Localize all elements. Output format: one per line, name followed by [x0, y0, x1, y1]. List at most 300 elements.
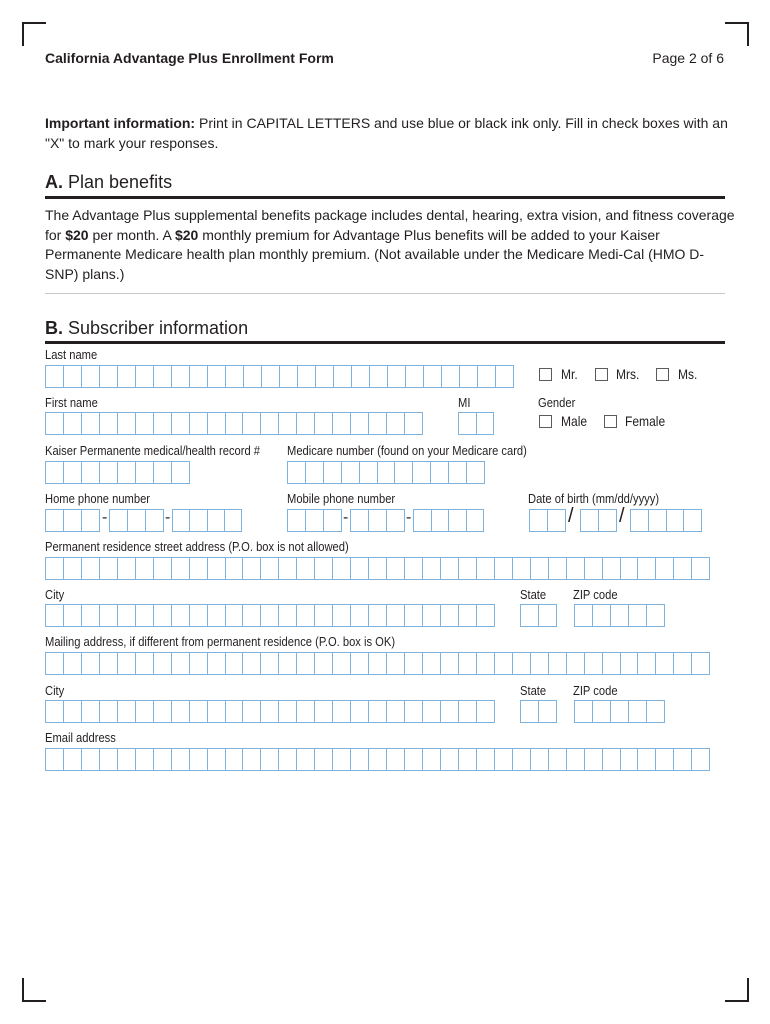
mrs-checkbox[interactable] — [595, 368, 608, 381]
character-cell[interactable] — [334, 366, 352, 387]
character-cell[interactable] — [351, 413, 369, 434]
character-cell[interactable] — [118, 605, 136, 626]
first-name-field[interactable] — [45, 412, 423, 435]
character-cell[interactable] — [154, 462, 172, 483]
character-cell[interactable] — [315, 701, 333, 722]
character-cell[interactable] — [298, 366, 316, 387]
character-cell[interactable] — [226, 653, 244, 674]
character-cell[interactable] — [531, 653, 549, 674]
character-cell[interactable] — [146, 510, 163, 531]
character-cell[interactable] — [405, 413, 422, 434]
character-cell[interactable] — [441, 558, 459, 579]
character-cell[interactable] — [243, 558, 261, 579]
character-cell[interactable] — [629, 605, 647, 626]
character-cell[interactable] — [136, 413, 154, 434]
character-cell[interactable] — [226, 701, 244, 722]
character-cell[interactable] — [467, 510, 484, 531]
mobile-phone-prefix-field[interactable] — [350, 509, 405, 532]
character-cell[interactable] — [64, 701, 82, 722]
character-cell[interactable] — [369, 653, 387, 674]
character-cell[interactable] — [208, 749, 226, 770]
character-cell[interactable] — [423, 653, 441, 674]
character-cell[interactable] — [100, 462, 118, 483]
character-cell[interactable] — [413, 462, 431, 483]
character-cell[interactable] — [684, 510, 701, 531]
character-cell[interactable] — [118, 366, 136, 387]
character-cell[interactable] — [100, 701, 118, 722]
character-cell[interactable] — [621, 653, 639, 674]
character-cell[interactable] — [611, 605, 629, 626]
character-cell[interactable] — [118, 701, 136, 722]
character-cell[interactable] — [208, 558, 226, 579]
character-cell[interactable] — [369, 749, 387, 770]
character-cell[interactable] — [279, 558, 297, 579]
character-cell[interactable] — [208, 510, 225, 531]
character-cell[interactable] — [154, 413, 172, 434]
character-cell[interactable] — [190, 510, 207, 531]
state-field[interactable] — [520, 604, 557, 627]
character-cell[interactable] — [100, 558, 118, 579]
character-cell[interactable] — [405, 701, 423, 722]
character-cell[interactable] — [46, 701, 64, 722]
character-cell[interactable] — [649, 510, 667, 531]
character-cell[interactable] — [118, 653, 136, 674]
character-cell[interactable] — [324, 462, 342, 483]
character-cell[interactable] — [333, 701, 351, 722]
character-cell[interactable] — [477, 558, 495, 579]
character-cell[interactable] — [118, 462, 136, 483]
character-cell[interactable] — [154, 558, 172, 579]
character-cell[interactable] — [297, 701, 315, 722]
character-cell[interactable] — [449, 462, 467, 483]
character-cell[interactable] — [521, 701, 539, 722]
character-cell[interactable] — [154, 653, 172, 674]
character-cell[interactable] — [692, 558, 709, 579]
character-cell[interactable] — [459, 558, 477, 579]
character-cell[interactable] — [603, 749, 621, 770]
character-cell[interactable] — [387, 653, 405, 674]
character-cell[interactable] — [333, 605, 351, 626]
character-cell[interactable] — [226, 366, 244, 387]
character-cell[interactable] — [424, 366, 442, 387]
character-cell[interactable] — [279, 605, 297, 626]
character-cell[interactable] — [629, 701, 647, 722]
character-cell[interactable] — [333, 653, 351, 674]
character-cell[interactable] — [315, 749, 333, 770]
character-cell[interactable] — [441, 653, 459, 674]
character-cell[interactable] — [387, 413, 405, 434]
character-cell[interactable] — [459, 749, 477, 770]
character-cell[interactable] — [513, 749, 531, 770]
character-cell[interactable] — [243, 749, 261, 770]
character-cell[interactable] — [172, 413, 190, 434]
character-cell[interactable] — [172, 653, 190, 674]
character-cell[interactable] — [513, 558, 531, 579]
character-cell[interactable] — [387, 701, 405, 722]
character-cell[interactable] — [82, 749, 100, 770]
character-cell[interactable] — [297, 653, 315, 674]
character-cell[interactable] — [82, 413, 100, 434]
character-cell[interactable] — [154, 749, 172, 770]
character-cell[interactable] — [459, 701, 477, 722]
character-cell[interactable] — [495, 749, 513, 770]
character-cell[interactable] — [190, 558, 208, 579]
character-cell[interactable] — [288, 510, 306, 531]
character-cell[interactable] — [351, 510, 369, 531]
character-cell[interactable] — [369, 510, 387, 531]
character-cell[interactable] — [172, 605, 190, 626]
character-cell[interactable] — [638, 558, 656, 579]
mobile-phone-line-field[interactable] — [413, 509, 484, 532]
character-cell[interactable] — [82, 653, 100, 674]
character-cell[interactable] — [297, 413, 315, 434]
character-cell[interactable] — [82, 366, 100, 387]
character-cell[interactable] — [226, 605, 244, 626]
character-cell[interactable] — [352, 366, 370, 387]
character-cell[interactable] — [136, 749, 154, 770]
character-cell[interactable] — [423, 605, 441, 626]
character-cell[interactable] — [136, 558, 154, 579]
character-cell[interactable] — [656, 653, 674, 674]
character-cell[interactable] — [82, 605, 100, 626]
character-cell[interactable] — [333, 749, 351, 770]
character-cell[interactable] — [387, 749, 405, 770]
character-cell[interactable] — [593, 701, 611, 722]
character-cell[interactable] — [406, 366, 424, 387]
character-cell[interactable] — [225, 510, 241, 531]
character-cell[interactable] — [82, 510, 99, 531]
character-cell[interactable] — [279, 653, 297, 674]
character-cell[interactable] — [261, 558, 279, 579]
character-cell[interactable] — [315, 605, 333, 626]
character-cell[interactable] — [118, 749, 136, 770]
character-cell[interactable] — [226, 749, 244, 770]
character-cell[interactable] — [599, 510, 616, 531]
character-cell[interactable] — [46, 462, 64, 483]
last-name-field[interactable] — [45, 365, 514, 388]
character-cell[interactable] — [261, 749, 279, 770]
zip-code-field[interactable] — [574, 604, 665, 627]
character-cell[interactable] — [603, 558, 621, 579]
character-cell[interactable] — [549, 558, 567, 579]
character-cell[interactable] — [262, 366, 280, 387]
character-cell[interactable] — [656, 749, 674, 770]
character-cell[interactable] — [459, 413, 477, 434]
ms-checkbox[interactable] — [656, 368, 669, 381]
mailing-zip-code-field[interactable] — [574, 700, 665, 723]
male-checkbox[interactable] — [539, 415, 552, 428]
character-cell[interactable] — [351, 605, 369, 626]
character-cell[interactable] — [208, 653, 226, 674]
character-cell[interactable] — [621, 749, 639, 770]
character-cell[interactable] — [459, 653, 477, 674]
character-cell[interactable] — [118, 413, 136, 434]
character-cell[interactable] — [100, 413, 118, 434]
home-phone-prefix-field[interactable] — [109, 509, 164, 532]
character-cell[interactable] — [136, 462, 154, 483]
character-cell[interactable] — [46, 605, 64, 626]
character-cell[interactable] — [243, 701, 261, 722]
character-cell[interactable] — [405, 653, 423, 674]
character-cell[interactable] — [477, 653, 495, 674]
character-cell[interactable] — [128, 510, 146, 531]
character-cell[interactable] — [369, 605, 387, 626]
character-cell[interactable] — [64, 510, 82, 531]
character-cell[interactable] — [405, 749, 423, 770]
character-cell[interactable] — [387, 510, 404, 531]
character-cell[interactable] — [423, 558, 441, 579]
dob-year-field[interactable] — [630, 509, 702, 532]
character-cell[interactable] — [351, 701, 369, 722]
character-cell[interactable] — [154, 701, 172, 722]
character-cell[interactable] — [136, 653, 154, 674]
mobile-phone-area-field[interactable] — [287, 509, 342, 532]
character-cell[interactable] — [208, 413, 226, 434]
character-cell[interactable] — [674, 558, 692, 579]
character-cell[interactable] — [136, 366, 154, 387]
character-cell[interactable] — [208, 605, 226, 626]
character-cell[interactable] — [64, 749, 82, 770]
mailing-state-field[interactable] — [520, 700, 557, 723]
character-cell[interactable] — [531, 749, 549, 770]
character-cell[interactable] — [388, 366, 406, 387]
character-cell[interactable] — [82, 462, 100, 483]
character-cell[interactable] — [243, 413, 261, 434]
character-cell[interactable] — [351, 749, 369, 770]
character-cell[interactable] — [567, 749, 585, 770]
character-cell[interactable] — [548, 510, 565, 531]
character-cell[interactable] — [333, 558, 351, 579]
character-cell[interactable] — [226, 413, 244, 434]
dob-month-field[interactable] — [529, 509, 566, 532]
character-cell[interactable] — [243, 653, 261, 674]
character-cell[interactable] — [64, 413, 82, 434]
character-cell[interactable] — [306, 462, 324, 483]
character-cell[interactable] — [279, 749, 297, 770]
character-cell[interactable] — [647, 605, 664, 626]
home-phone-line-field[interactable] — [172, 509, 242, 532]
character-cell[interactable] — [460, 366, 478, 387]
character-cell[interactable] — [279, 413, 297, 434]
character-cell[interactable] — [575, 605, 593, 626]
character-cell[interactable] — [621, 558, 639, 579]
character-cell[interactable] — [459, 605, 477, 626]
character-cell[interactable] — [288, 462, 306, 483]
character-cell[interactable] — [441, 605, 459, 626]
character-cell[interactable] — [190, 413, 208, 434]
character-cell[interactable] — [244, 366, 262, 387]
character-cell[interactable] — [46, 653, 64, 674]
character-cell[interactable] — [64, 653, 82, 674]
character-cell[interactable] — [172, 558, 190, 579]
character-cell[interactable] — [647, 701, 664, 722]
character-cell[interactable] — [575, 701, 593, 722]
character-cell[interactable] — [692, 749, 709, 770]
medicare-number-field[interactable] — [287, 461, 485, 484]
character-cell[interactable] — [387, 558, 405, 579]
character-cell[interactable] — [369, 413, 387, 434]
character-cell[interactable] — [495, 653, 513, 674]
character-cell[interactable] — [521, 605, 539, 626]
middle-initial-field[interactable] — [458, 412, 494, 435]
character-cell[interactable] — [674, 653, 692, 674]
character-cell[interactable] — [549, 653, 567, 674]
character-cell[interactable] — [414, 510, 432, 531]
character-cell[interactable] — [82, 701, 100, 722]
character-cell[interactable] — [387, 605, 405, 626]
character-cell[interactable] — [405, 558, 423, 579]
character-cell[interactable] — [46, 366, 64, 387]
character-cell[interactable] — [154, 366, 172, 387]
character-cell[interactable] — [297, 749, 315, 770]
character-cell[interactable] — [581, 510, 599, 531]
gender-label: Gender — [538, 395, 576, 410]
character-cell[interactable] — [423, 749, 441, 770]
character-cell[interactable] — [638, 653, 656, 674]
medical-record-field[interactable] — [45, 461, 190, 484]
character-cell[interactable] — [395, 462, 413, 483]
mailing-address-field[interactable] — [45, 652, 710, 675]
dob-day-field[interactable] — [580, 509, 617, 532]
character-cell[interactable] — [351, 558, 369, 579]
character-cell[interactable] — [172, 749, 190, 770]
character-cell[interactable] — [667, 510, 685, 531]
character-cell[interactable] — [530, 510, 548, 531]
character-cell[interactable] — [208, 701, 226, 722]
character-cell[interactable] — [477, 749, 495, 770]
character-cell[interactable] — [46, 558, 64, 579]
character-cell[interactable] — [172, 701, 190, 722]
character-cell[interactable] — [674, 749, 692, 770]
character-cell[interactable] — [190, 605, 208, 626]
character-cell[interactable] — [603, 653, 621, 674]
character-cell[interactable] — [431, 462, 449, 483]
character-cell[interactable] — [496, 366, 513, 387]
character-cell[interactable] — [378, 462, 396, 483]
character-cell[interactable] — [100, 653, 118, 674]
character-cell[interactable] — [190, 366, 208, 387]
character-cell[interactable] — [243, 605, 261, 626]
character-cell[interactable] — [656, 558, 674, 579]
character-cell[interactable] — [46, 749, 64, 770]
character-cell[interactable] — [316, 366, 334, 387]
character-cell[interactable] — [100, 605, 118, 626]
email-address-field[interactable] — [45, 748, 710, 771]
character-cell[interactable] — [82, 558, 100, 579]
character-cell[interactable] — [467, 462, 484, 483]
character-cell[interactable] — [118, 558, 136, 579]
character-cell[interactable] — [46, 510, 64, 531]
character-cell[interactable] — [64, 558, 82, 579]
character-cell[interactable] — [297, 605, 315, 626]
character-cell[interactable] — [46, 413, 64, 434]
character-cell[interactable] — [477, 605, 494, 626]
character-cell[interactable] — [585, 653, 603, 674]
character-cell[interactable] — [442, 366, 460, 387]
character-cell[interactable] — [539, 701, 556, 722]
character-cell[interactable] — [585, 558, 603, 579]
character-cell[interactable] — [261, 413, 279, 434]
character-cell[interactable] — [315, 413, 333, 434]
character-cell[interactable] — [638, 749, 656, 770]
character-cell[interactable] — [100, 366, 118, 387]
character-cell[interactable] — [172, 366, 190, 387]
character-cell[interactable] — [370, 366, 388, 387]
character-cell[interactable] — [539, 605, 556, 626]
street-address-field[interactable] — [45, 557, 710, 580]
character-cell[interactable] — [441, 701, 459, 722]
character-cell[interactable] — [226, 558, 244, 579]
character-cell[interactable] — [531, 558, 549, 579]
character-cell[interactable] — [136, 701, 154, 722]
character-cell[interactable] — [154, 605, 172, 626]
home-phone-area-field[interactable] — [45, 509, 100, 532]
mr-checkbox[interactable] — [539, 368, 552, 381]
character-cell[interactable] — [342, 462, 360, 483]
character-cell[interactable] — [261, 653, 279, 674]
character-cell[interactable] — [449, 510, 467, 531]
character-cell[interactable] — [261, 701, 279, 722]
character-cell[interactable] — [208, 366, 226, 387]
character-cell[interactable] — [136, 605, 154, 626]
character-cell[interactable] — [477, 701, 494, 722]
character-cell[interactable] — [100, 749, 118, 770]
character-cell[interactable] — [567, 653, 585, 674]
character-cell[interactable] — [261, 605, 279, 626]
character-cell[interactable] — [279, 701, 297, 722]
character-cell[interactable] — [432, 510, 450, 531]
character-cell[interactable] — [351, 653, 369, 674]
character-cell[interactable] — [441, 749, 459, 770]
character-cell[interactable] — [593, 605, 611, 626]
character-cell[interactable] — [405, 605, 423, 626]
character-cell[interactable] — [549, 749, 567, 770]
character-cell[interactable] — [369, 701, 387, 722]
character-cell[interactable] — [360, 462, 378, 483]
mailing-city-field[interactable] — [45, 700, 495, 723]
character-cell[interactable] — [495, 558, 513, 579]
character-cell[interactable] — [64, 605, 82, 626]
character-cell[interactable] — [173, 510, 190, 531]
character-cell[interactable] — [297, 558, 315, 579]
character-cell[interactable] — [324, 510, 341, 531]
character-cell[interactable] — [190, 749, 208, 770]
character-cell[interactable] — [64, 366, 82, 387]
character-cell[interactable] — [190, 653, 208, 674]
character-cell[interactable] — [567, 558, 585, 579]
character-cell[interactable] — [423, 701, 441, 722]
character-cell[interactable] — [585, 749, 603, 770]
character-cell[interactable] — [333, 413, 351, 434]
character-cell[interactable] — [172, 462, 189, 483]
female-checkbox[interactable] — [604, 415, 617, 428]
character-cell[interactable] — [478, 366, 496, 387]
city-field[interactable] — [45, 604, 495, 627]
character-cell[interactable] — [369, 558, 387, 579]
character-cell[interactable] — [280, 366, 298, 387]
character-cell[interactable] — [306, 510, 324, 531]
character-cell[interactable] — [315, 653, 333, 674]
character-cell[interactable] — [611, 701, 629, 722]
character-cell[interactable] — [513, 653, 531, 674]
character-cell[interactable] — [190, 701, 208, 722]
character-cell[interactable] — [477, 413, 494, 434]
character-cell[interactable] — [110, 510, 128, 531]
character-cell[interactable] — [692, 653, 709, 674]
character-cell[interactable] — [64, 462, 82, 483]
character-cell[interactable] — [631, 510, 649, 531]
character-cell[interactable] — [315, 558, 333, 579]
